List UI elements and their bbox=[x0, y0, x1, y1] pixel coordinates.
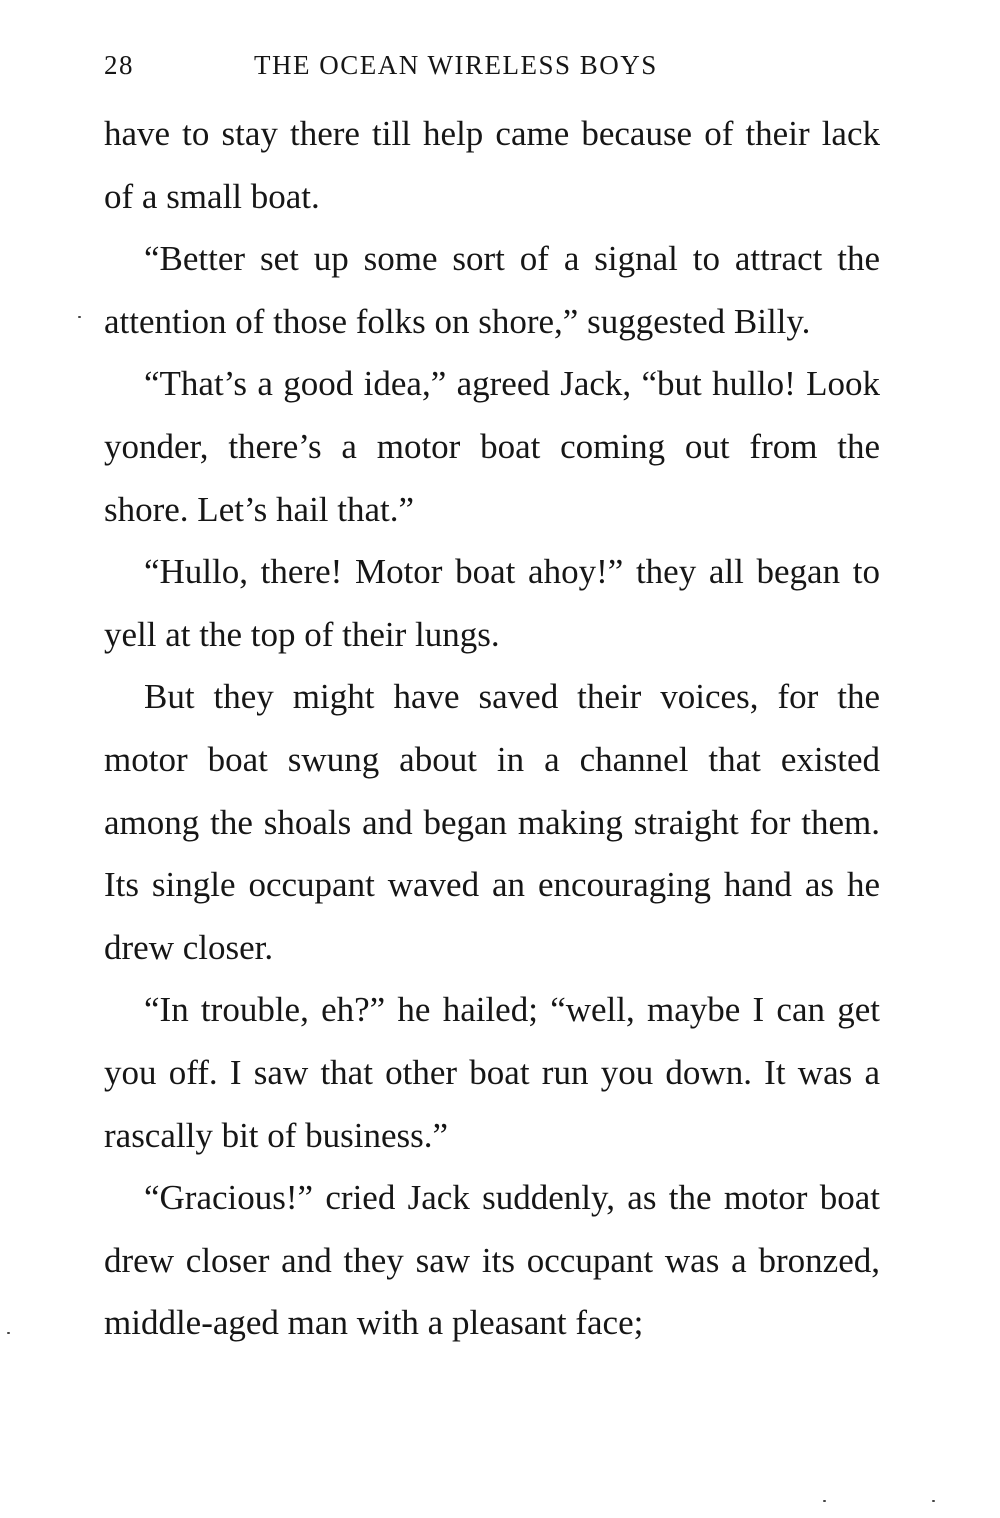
paragraph: “Hullo, there! Motor boat ahoy!” they all began to yell at the top of their lungs. bbox=[104, 552, 880, 654]
scan-speck bbox=[7, 1332, 10, 1334]
paragraph: But they might have saved their voices, for the motor boat swung about in a channel that existed among the shoals and began making straight for them. Its single occupant waved an encouraging hand as he drew closer. bbox=[104, 677, 880, 967]
paragraph-continuation: have to stay there till help came because of their lack of a small boat. bbox=[104, 114, 880, 216]
scan-speck bbox=[78, 316, 81, 318]
paragraph: “Better set up some sort of a signal to attract the attention of those folks on shore,” suggested Billy. bbox=[104, 239, 880, 341]
page-number: 28 bbox=[104, 50, 134, 80]
paragraph: “That’s a good idea,” agreed Jack, “but hullo! Look yonder, there’s a motor boat coming out from the shore. Let’s hail that.” bbox=[104, 364, 880, 529]
running-title: THE OCEAN WIRELESS BOYS bbox=[254, 50, 658, 80]
scan-speck bbox=[932, 1500, 935, 1502]
scan-speck bbox=[823, 1500, 826, 1502]
paragraph: “In trouble, eh?” he hailed; “well, maybe I can get you off. I saw that other boat run you down. It was a rascally bit of business.” bbox=[104, 990, 880, 1155]
paragraph: “Gracious!” cried Jack suddenly, as the motor boat drew closer and they saw its occupant was a bronzed, middle-aged man with a pleasant face; bbox=[104, 1178, 880, 1343]
page-header bbox=[104, 50, 880, 90]
body-text bbox=[104, 103, 880, 1355]
